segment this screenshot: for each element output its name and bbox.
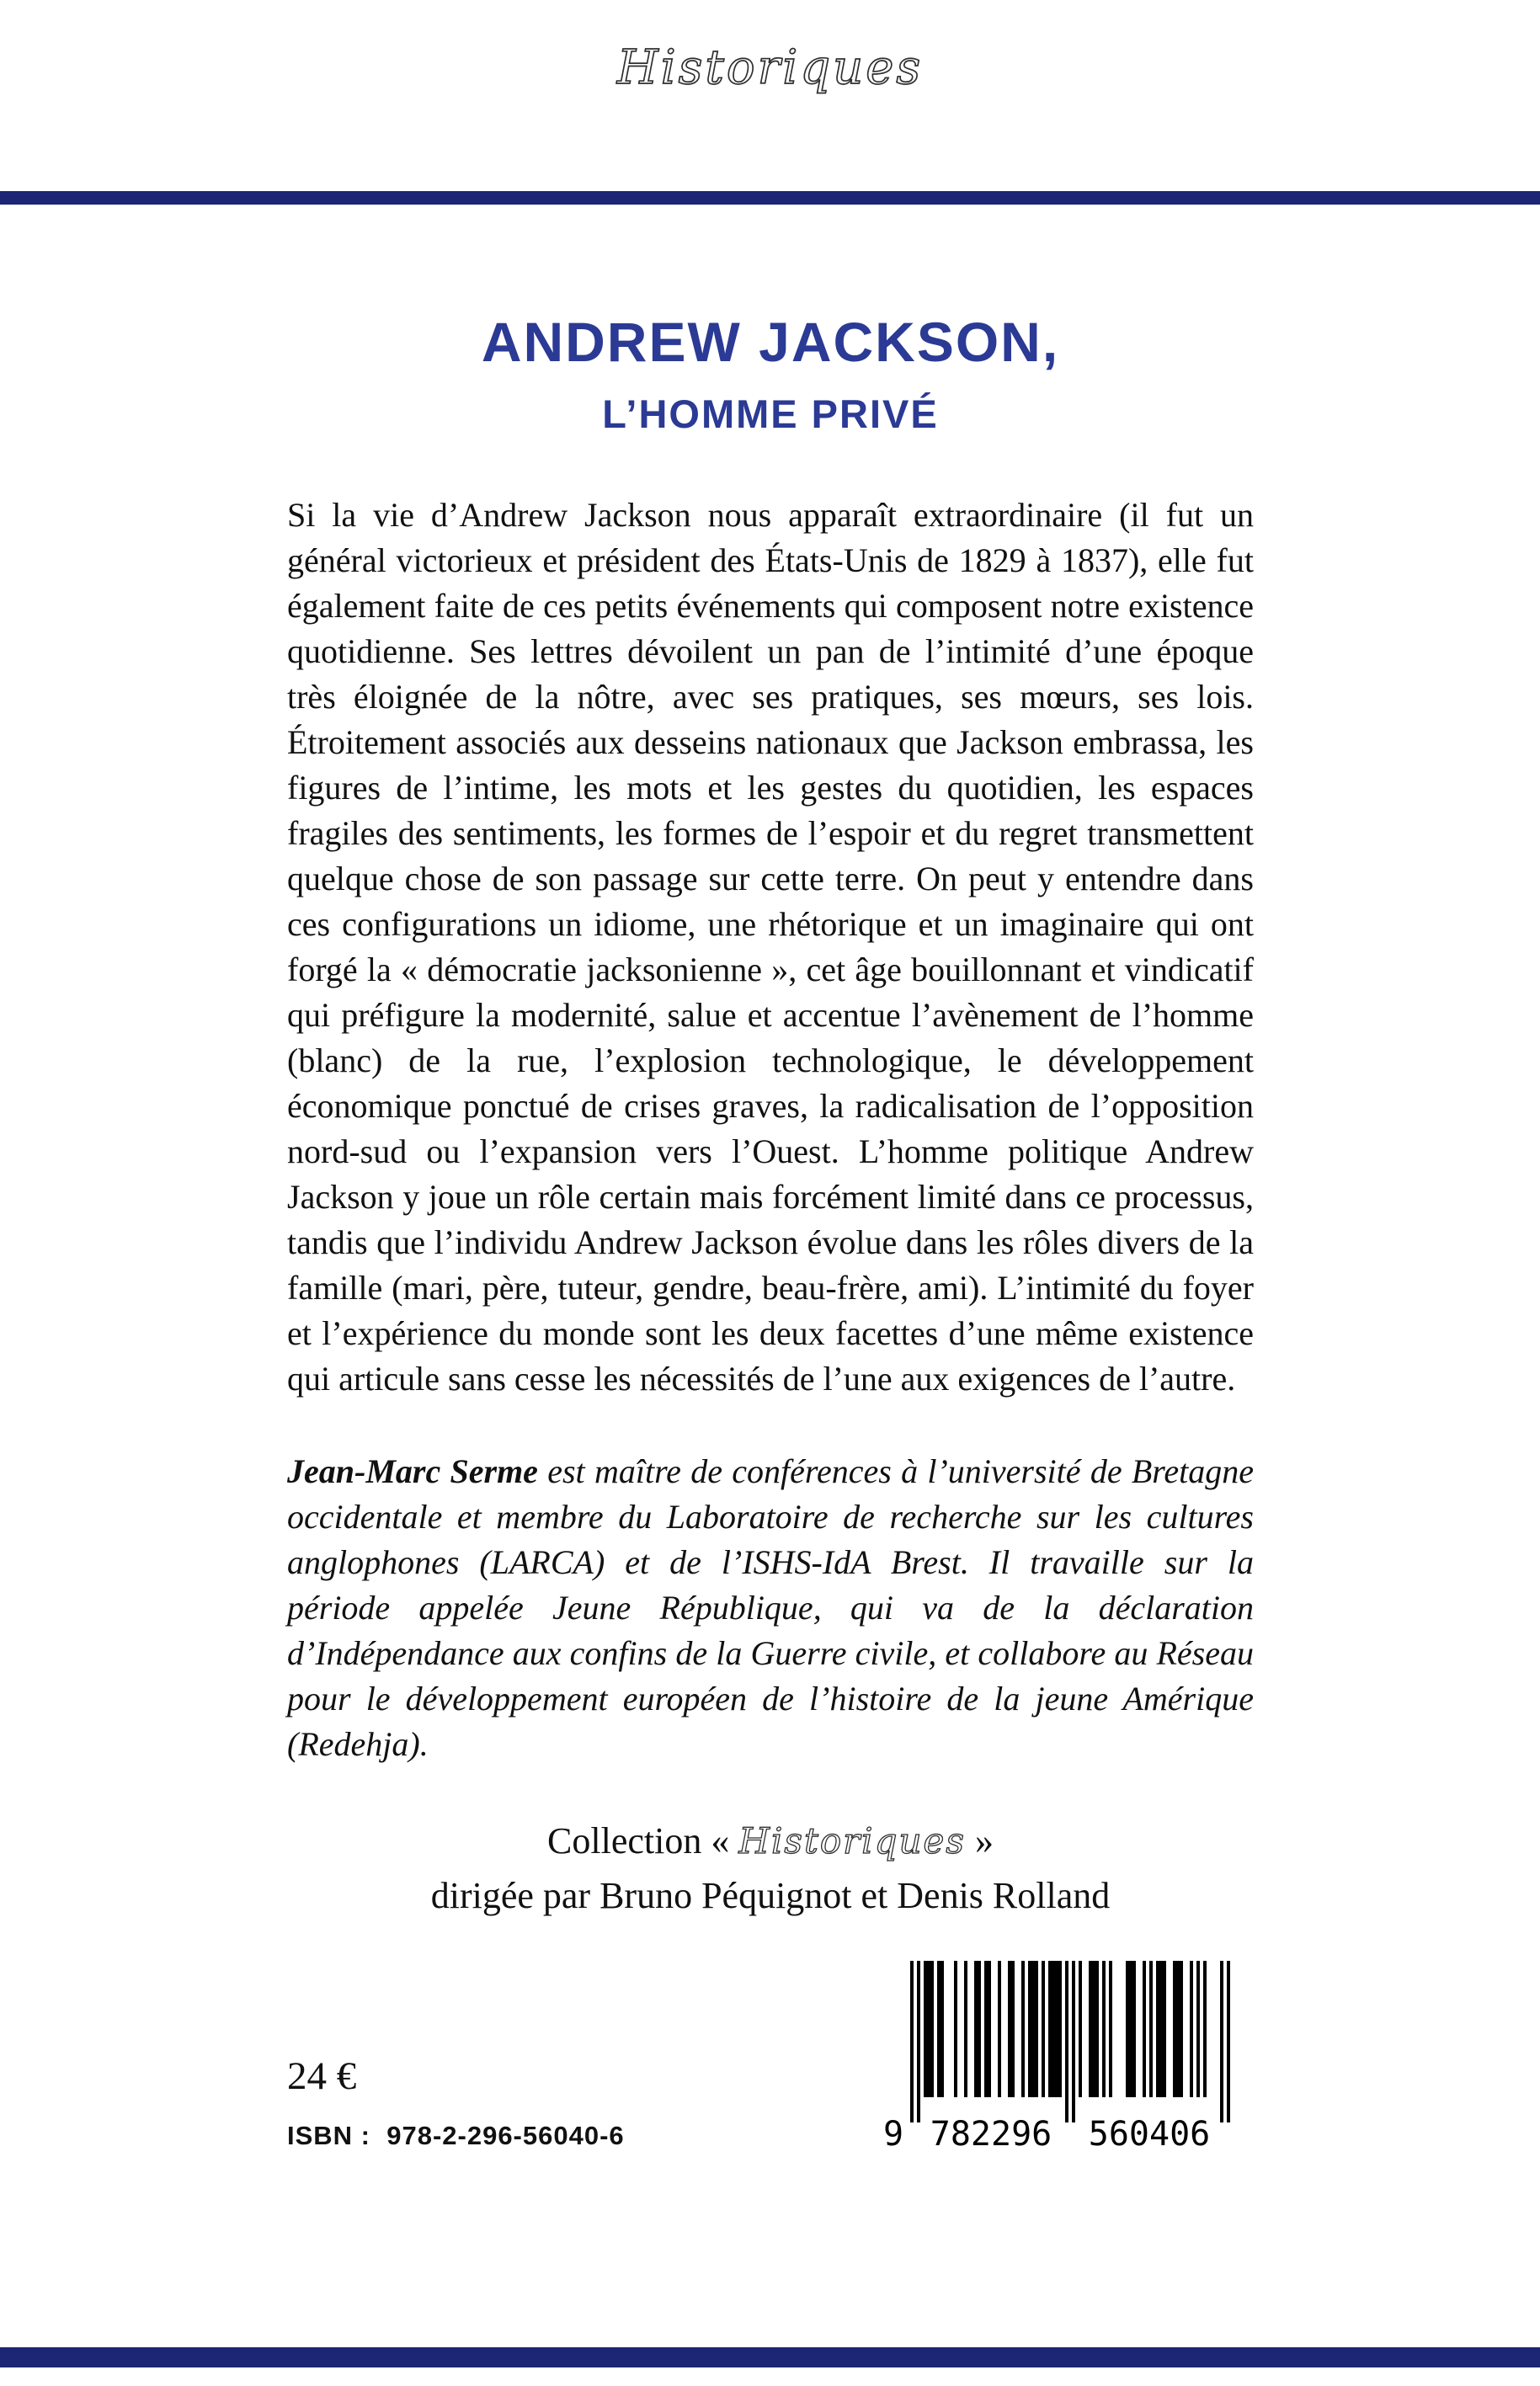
bottom-row bbox=[287, 1961, 1254, 2153]
bottom-rule bbox=[0, 2347, 1540, 2367]
collection-logo-inline: Historiques bbox=[738, 1820, 966, 1861]
author-bio-text: est maître de conférences à l’université de Bretagne occidentale et membre du Laboratoire de recherche sur les cultures anglophones (LARCA) et de l’ISHS-IdA Brest. Il travaille sur la période appelée Jeune République, qui va de la déclaration d’Indépendance aux confins de la Guerre civile, et collabore au Réseau pour le développement européen de l’histoire de la jeune Amérique (Redehja). bbox=[287, 1452, 1254, 1763]
collection-director: dirigée par Bruno Péquignot et Denis Rolland bbox=[430, 1875, 1111, 1916]
barcode-digits-left: 782296 bbox=[920, 2116, 1062, 2153]
book-title: ANDREW JACKSON, bbox=[481, 311, 1060, 373]
collection-prefix: Collection « bbox=[547, 1820, 739, 1861]
collection-logo: Historiques bbox=[616, 40, 924, 95]
content bbox=[287, 0, 1254, 2153]
barcode-digits-right: 560406 bbox=[1079, 2116, 1220, 2153]
back-cover-blurb: Si la vie d’Andrew Jackson nous apparaît extraordinaire (il fut un général victorieux et président des États-Unis de 1829 à 1837), elle fut également faite de ces petits événements qui composent notre existence quotidienne. Ses lettres dévoilent un pan de l’intimité d’une époque très éloignée de la nôtre, avec ses pratiques, ses mœurs, ses lois. Étroitement associés aux desseins nationaux que Jackson embrassa, les figures de l’intime, les mots et les gestes du quotidien, les espaces fragiles des sentiments, les formes de l’espoir et du regret transmettent quelque chose de son passage sur cette terre. On peut y entendre dans ces configurations un idiome, une rhétorique et un imaginaire qui ont forgé la « démocratie jacksonienne », cet âge bouillonnant et vindicatif qui préfigure la modernité, salue et accentue l’avènement de l’homme (blanc) de la rue, l’explosion technologique, le développement économique ponctué de crises graves, la radicalisation de l’opposition nord-sud ou l’expansion vers l’Ouest. L’homme politique Andrew Jackson y joue un rôle certain mais forcément limité dans ce processus, tandis que l’individu Andrew Jackson évolue dans les rôles divers de la famille (mari, père, tuteur, gendre, beau-frère, ami). L’intimité du foyer et l’expérience du monde sont les deux facettes d’une même existence qui articule sans cesse les nécessités de l’une aux exigences de l’autre. bbox=[287, 496, 1254, 1398]
collection-line bbox=[287, 1819, 1254, 1862]
author-name: Jean-Marc Serme bbox=[287, 1452, 538, 1490]
book-subtitle: L’HOMME PRIVÉ bbox=[602, 391, 939, 436]
price: 24 € bbox=[287, 2054, 357, 2098]
price-isbn-block bbox=[287, 2053, 625, 2153]
isbn: ISBN : 978-2-296-56040-6 bbox=[287, 2121, 625, 2150]
barcode bbox=[882, 1961, 1230, 2154]
barcode-bar bbox=[1227, 1961, 1230, 2122]
author-bio bbox=[287, 1449, 1254, 1767]
collection-suffix: » bbox=[965, 1820, 994, 1861]
barcode-bars bbox=[910, 1961, 1230, 2122]
barcode-digit-first: 9 bbox=[882, 2115, 904, 2154]
